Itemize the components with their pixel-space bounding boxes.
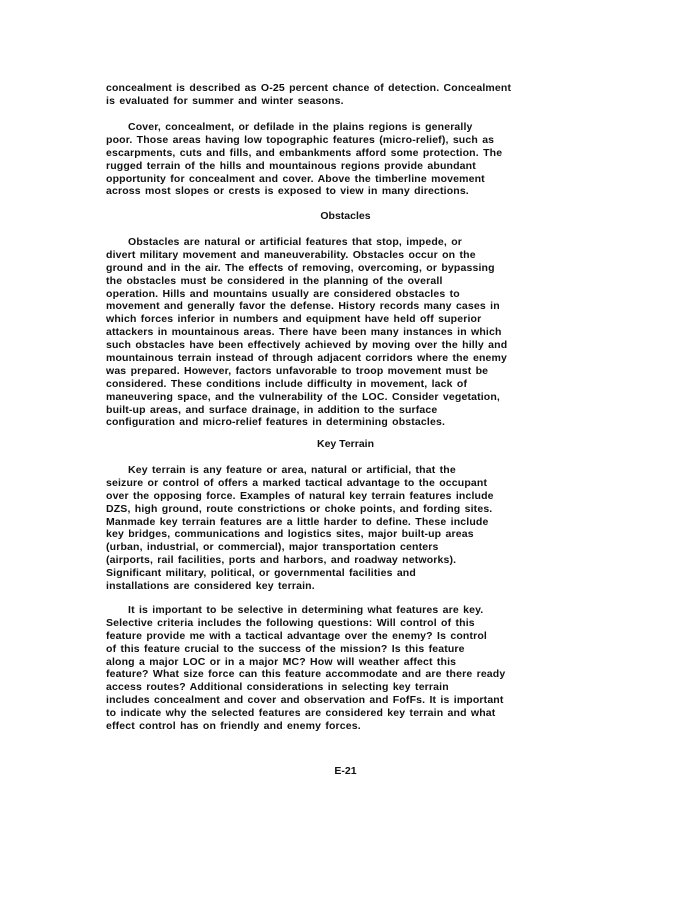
text-line: over the opposing force. Examples of natural key terrain features include bbox=[106, 489, 494, 502]
text-line: feature provide me with a tactical advantage over the enemy? Is control bbox=[106, 629, 487, 642]
text-line: escarpments, cuts and fills, and embankments afford some protection. The bbox=[106, 146, 503, 159]
text-line: Obstacles are natural or artificial features that stop, impede, or bbox=[128, 236, 463, 248]
heading-obstacles: Obstacles bbox=[320, 210, 371, 222]
text-line: configuration and micro-relief features in determining obstacles. bbox=[106, 416, 446, 429]
text-line: mountainous terrain instead of through adjacent corridors where the enemy bbox=[106, 352, 507, 365]
text-line: DZS, high ground, route constrictions or choke points, and fording sites. bbox=[106, 502, 493, 515]
text-line: built-up areas, and surface drainage, in addition to the surface bbox=[106, 403, 438, 416]
text-line: along a major LOC or in a major MC? How will weather affect this bbox=[106, 655, 457, 668]
text-line: is evaluated for summer and winter seasons. bbox=[106, 94, 344, 107]
text-line: (urban, industrial, or commercial), major transportation centers bbox=[106, 541, 439, 554]
text-line: divert military movement and maneuverability. Obstacles occur on the bbox=[106, 248, 476, 261]
text-line: ground and in the air. The effects of removing, overcoming, or bypassing bbox=[106, 261, 495, 274]
text-line: movement and generally favor the defense. History records many cases in bbox=[106, 300, 500, 313]
text-line: Cover, concealment, or defilade in the plains regions is generally bbox=[128, 121, 473, 133]
text-line: Manmade key terrain features are a little harder to define. These include bbox=[106, 515, 489, 528]
text-line: was prepared. However, factors unfavorable to troop movement must be bbox=[106, 364, 489, 377]
text-line: considered. These conditions include difficulty in movement, lack of bbox=[106, 377, 468, 390]
text-line: across most slopes or crests is exposed to view in many directions. bbox=[106, 185, 469, 198]
text-line: poor. Those areas having low topographic features (micro-relief), such as bbox=[106, 133, 495, 146]
text-line: of this feature crucial to the success of the mission? Is this feature bbox=[106, 642, 465, 655]
text-line: installations are considered key terrain. bbox=[106, 580, 315, 593]
text-line: It is important to be selective in determining what features are key. bbox=[128, 604, 484, 616]
text-line: attackers in mountainous areas. There have been many instances in which bbox=[106, 326, 502, 339]
text-line: seizure or control of offers a marked tactical advantage to the occupant bbox=[106, 476, 488, 489]
page-number: E-21 bbox=[334, 765, 357, 777]
paragraph-obstacles bbox=[106, 236, 576, 429]
paragraph-concealment-continued bbox=[106, 82, 576, 108]
text-line: Selective criteria includes the following questions: Will control of this bbox=[106, 616, 475, 629]
text-line: rugged terrain of the hills and mountainous regions provide abundant bbox=[106, 159, 476, 172]
text-line: feature? What size force can this feature accommodate and are there ready bbox=[106, 668, 506, 681]
paragraph-selective-criteria bbox=[106, 604, 576, 733]
text-line: (airports, rail facilities, ports and harbors, and roadway networks). bbox=[106, 554, 457, 567]
text-line: opportunity for concealment and cover. Above the timberline movement bbox=[106, 172, 485, 185]
heading-key-terrain: Key Terrain bbox=[317, 438, 374, 450]
text-line: which forces inferior in numbers and equipment have held off superior bbox=[106, 313, 482, 326]
text-line: operation. Hills and mountains usually are considered obstacles to bbox=[106, 287, 460, 300]
paragraph-cover-concealment bbox=[106, 121, 576, 198]
text-line: access routes? Additional considerations in selecting key terrain bbox=[106, 681, 449, 694]
text-line: the obstacles must be considered in the planning of the overall bbox=[106, 274, 443, 287]
text-line: such obstacles have been effectively achieved by moving over the hilly and bbox=[106, 339, 508, 352]
paragraph-key-terrain bbox=[106, 464, 576, 593]
text-line: Significant military, political, or governmental facilities and bbox=[106, 567, 416, 580]
text-line: includes concealment and cover and observation and FofFs. It is important bbox=[106, 694, 504, 707]
text-line: maneuvering space, and the vulnerability of the LOC. Consider vegetation, bbox=[106, 390, 500, 403]
text-line: concealment is described as O-25 percent chance of detection. Concealment bbox=[106, 82, 512, 94]
text-line: to indicate why the selected features are considered key terrain and what bbox=[106, 707, 496, 720]
text-line: effect control has on friendly and enemy forces. bbox=[106, 720, 361, 733]
text-line: key bridges, communications and logistics sites, major built-up areas bbox=[106, 528, 474, 541]
text-line: Key terrain is any feature or area, natural or artificial, that the bbox=[128, 464, 456, 476]
